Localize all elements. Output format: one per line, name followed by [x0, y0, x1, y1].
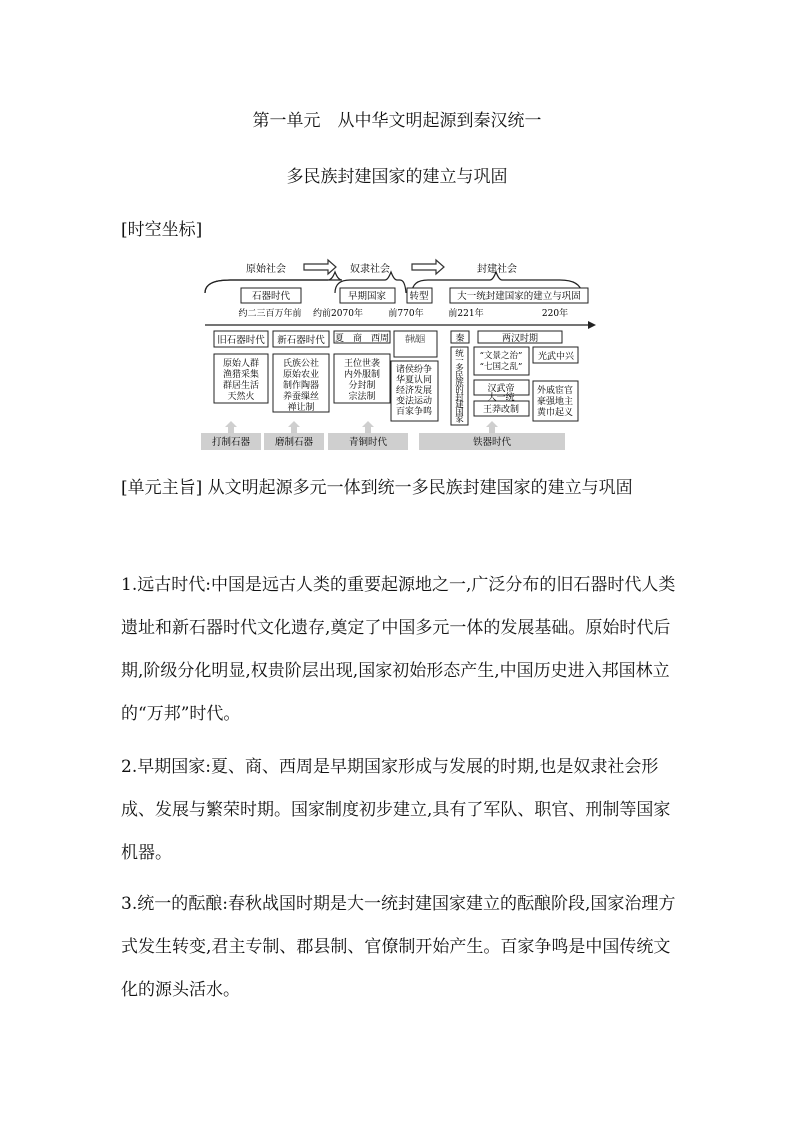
details-spring-autumn [396, 363, 432, 417]
unit-subtitle: 多民族封建国家的建立与巩固 [286, 167, 508, 187]
detail-spring-autumn-line: 变法运动 [395, 396, 433, 407]
unit-title: 第一单元 从中华文明起源到秦汉统一 [252, 111, 542, 131]
stage-neolithic: 新石器时代 [277, 335, 325, 346]
paragraph-ancient-times: 1.远古时代:中国是远古人类的重要起源地之一,广泛分布的旧石器时代人类遗址和新石器时代文化遗存,奠定了中国多元一体的发展基础。原始时代后期,阶级分化明显,权贵阶层出现,国家初始形态产生,中国历史进入邦国林立的“万邦”时代。 [121, 575, 676, 724]
period-transition: 转型 [409, 291, 429, 302]
detail-paleolithic-line: 天然火 [227, 392, 255, 402]
detail-qin-char-line: 多 [455, 363, 464, 374]
details-han-wudi [487, 382, 514, 403]
detail-qin-char-line: 的 [455, 385, 464, 396]
detail-guangwu: 光武中兴 [537, 352, 575, 362]
detail-han-ideology-line: “文景之治” [479, 351, 523, 361]
detail-spring-autumn-line: 百家争鸣 [395, 407, 433, 417]
detail-neolithic-line: 禅让制 [287, 403, 315, 413]
detail-qin-char-line: 统 [455, 349, 464, 359]
detail-paleolithic-line: 群居生活 [222, 381, 260, 391]
era-slave: 奴隶社会 [350, 264, 390, 275]
stage-paleolithic: 旧石器时代 [217, 335, 265, 346]
tech-chipped-stone: 打制石器 [211, 437, 251, 448]
paragraph-early-states: 2.早期国家:夏、商、西周是早期国家形成与发展的时期,也是奴隶社会形成、发展与繁荣时期。国家制度初步建立,具有了军队、职官、刑制等国家机器。 [121, 757, 671, 863]
detail-xia-shang-zhou-line: 王位世袭 [343, 359, 381, 369]
detail-spring-autumn-line: 华夏认同 [395, 375, 433, 386]
detail-han-wudi-line: 大一统 [487, 393, 515, 403]
era-primitive: 原始社会 [246, 264, 286, 275]
detail-spring-autumn-line: 经济发展 [395, 386, 433, 396]
timeline-diagram [200, 253, 600, 453]
detail-xia-shang-zhou-line: 分封制 [348, 381, 376, 391]
date-origin: 约二三百万年前 [238, 309, 302, 319]
detail-neolithic-line: 养蚕缫丝 [282, 392, 320, 402]
details-qin [455, 348, 464, 425]
tech-iron: 铁器时代 [472, 437, 512, 448]
detail-qin-char-line: 建 [455, 400, 464, 411]
detail-neolithic-line: 氏族公社 [282, 359, 320, 369]
details-neolithic [283, 357, 319, 413]
details-xia-shang-zhou [344, 357, 380, 402]
details-late-han [537, 384, 573, 418]
date-xia: 约前2070年 [313, 309, 363, 319]
period-early-state: 早期国家 [347, 291, 387, 302]
stage-han: 两汉时期 [501, 334, 539, 344]
period-stone-age: 石器时代 [251, 291, 291, 302]
section-label: [时空坐标] [121, 220, 203, 240]
date-770: 前770年 [388, 309, 424, 319]
stage-qin: 秦 [455, 334, 465, 344]
era-feudal: 封建社会 [477, 264, 517, 275]
detail-paleolithic-line: 原始人群 [222, 359, 260, 369]
date-220: 220年 [541, 309, 569, 319]
detail-neolithic-line: 制作陶器 [282, 381, 320, 391]
detail-qin-char-line: 国 [455, 407, 464, 418]
tech-polished-stone: 磨制石器 [274, 437, 314, 448]
detail-qin-char-line: 族 [455, 378, 464, 389]
detail-qin-char-line: 封 [455, 392, 464, 403]
stage-spring-autumn: 春秋战国 [405, 335, 442, 345]
stage-xia-shang-zhou: 夏 商 西周 [334, 334, 390, 344]
detail-han-wudi-line: 汉武帝 [487, 384, 515, 394]
period-unification: 大一统封建国家的建立与巩固 [457, 291, 581, 302]
detail-xia-shang-zhou-line: 宗法制 [348, 392, 376, 402]
tech-bronze: 青铜时代 [348, 437, 388, 448]
unit-theme: [单元主旨] 从文明起源多元一体到统一多民族封建国家的建立与巩固 [121, 478, 633, 498]
detail-paleolithic-line: 渔猎采集 [222, 370, 260, 380]
detail-spring-autumn-line: 诸侯纷争 [395, 365, 433, 375]
detail-qin-char-line: 一 [455, 356, 464, 367]
date-221: 前221年 [448, 309, 484, 319]
detail-han-ideology-line: “七国之乱” [479, 362, 523, 372]
detail-late-han-line: 黄巾起义 [536, 408, 574, 418]
detail-qin-char-line: 家 [455, 414, 464, 425]
detail-xia-shang-zhou-line: 内外服制 [343, 370, 381, 380]
detail-qin-char-line: 民 [455, 370, 464, 381]
detail-neolithic-line: 原始农业 [282, 370, 320, 380]
details-paleolithic [223, 357, 259, 402]
detail-late-han-line: 豪强地主 [536, 397, 574, 407]
detail-wang-mang: 王莽改制 [482, 405, 520, 415]
paragraph-unification: 3.统一的酝酿:春秋战国时期是大一统封建国家建立的酝酿阶段,国家治理方式发生转变,君主专制、郡县制、官僚制开始产生。百家争鸣是中国传统文化的源头活水。 [121, 894, 676, 1000]
detail-late-han-line: 外戚宦官 [536, 386, 574, 396]
